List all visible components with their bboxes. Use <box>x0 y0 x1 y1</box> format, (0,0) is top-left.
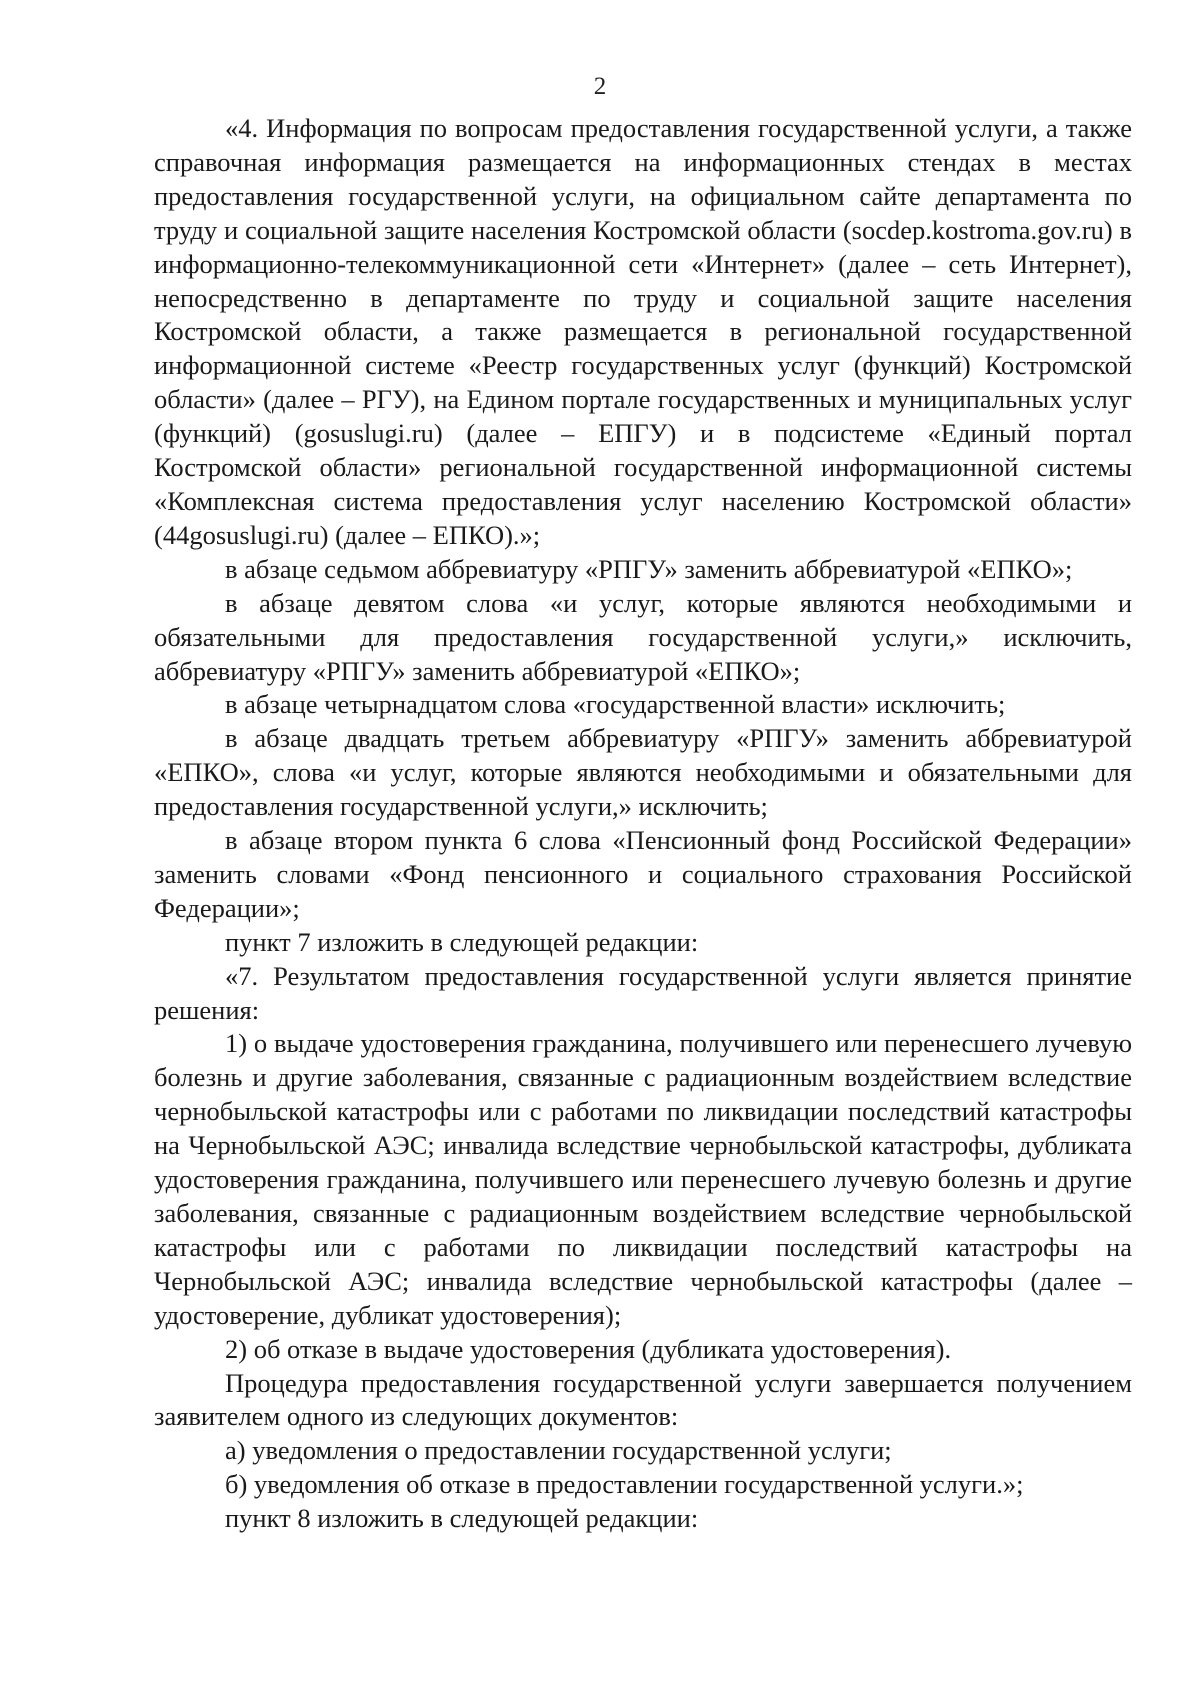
page-number: 2 <box>593 73 607 100</box>
paragraph-item-6-abzac-2: в абзаце втором пункта 6 слова «Пенсионный фонд Российской Федерации» заменить словами «Фонд пенсионного и социального страхования Российской Федерации»; <box>154 825 1132 923</box>
paragraph-item-4-information: «4. Информация по вопросам предоставления государственной услуги, а также справочная информация размещается на информационных стендах в местах предоставления государственной услуги, на официальном сайте департамента по труду и социальной защите населения Костромской области (socdep.kostroma.gov.ru) в информационно-телекоммуникационной сети «Интернет» (далее – сеть Интернет), непосредственно в департаменте по труду и социальной защите населения Костромской области, а также размещается в региональной государственной информационной системе «Реестр государственных услуг (функций) Костромской области» (далее – РГУ), на Едином портале государственных и муниципальных услуг (функций) (gosuslugi.ru) (далее – ЕПГУ) и в подсистеме «Единый портал Костромской области» региональной государственной информационной системы «Комплексная система предоставления услуг населению Костромской области» (44gosuslugi.ru) (далее – ЕПКО).»; <box>154 113 1132 550</box>
document-body <box>154 112 1132 1536</box>
paragraph-item-8-intro: пункт 8 изложить в следующей редакции: <box>225 1503 699 1534</box>
paragraph-abzac-14: в абзаце четырнадцатом слова «государственной власти» исключить; <box>225 689 1006 720</box>
paragraph-procedure: Процедура предоставления государственной услуги завершается получением заявителем одного из следующих документов: <box>154 1367 1132 1432</box>
paragraph-result-1: 1) о выдаче удостоверения гражданина, получившего или перенесшего лучевую болезнь и другие заболевания, связанные с радиационным воздействием вследствие чернобыльской катастрофы или с работами по ликвидации последствий катастрофы на Чернобыльской АЭС; инвалида вследствие чернобыльской катастрофы, дубликата удостоверения гражданина, получившего или перенесшего лучевую болезнь и другие заболевания, связанные с радиационным воздействием вследствие чернобыльской катастрофы или с работами по ликвидации последствий катастрофы на Чернобыльской АЭС; инвалида вследствие чернобыльской катастрофы (далее – удостоверение, дубликат удостоверения); <box>154 1028 1132 1330</box>
paragraph-abzac-7: в абзаце седьмом аббревиатуру «РПГУ» заменить аббревиатурой «ЕПКО»; <box>225 553 1073 584</box>
paragraph-document-b: б) уведомления об отказе в предоставлении государственной услуги.»; <box>225 1469 1024 1500</box>
paragraph-abzac-23: в абзаце двадцать третьем аббревиатуру «РПГУ» заменить аббревиатурой «ЕПКО», слова «и услуг, которые являются необходимыми и обязательными для предоставления государственной услуги,» исключить; <box>154 723 1132 822</box>
paragraph-abzac-9: в абзаце девятом слова «и услуг, которые являются необходимыми и обязательными для предоставления государственной услуги,» исключить, аббревиатуру «РПГУ» заменить аббревиатурой «ЕПКО»; <box>154 587 1132 686</box>
paragraph-document-a: а) уведомления о предоставлении государственной услуги; <box>225 1435 892 1466</box>
paragraph-result-2: 2) об отказе в выдаче удостоверения (дубликата удостоверения). <box>225 1333 952 1364</box>
paragraph-item-7-result: «7. Результатом предоставления государственной услуги является принятие решения: <box>154 960 1132 1025</box>
paragraph-item-7-intro: пункт 7 изложить в следующей редакции: <box>225 926 699 957</box>
